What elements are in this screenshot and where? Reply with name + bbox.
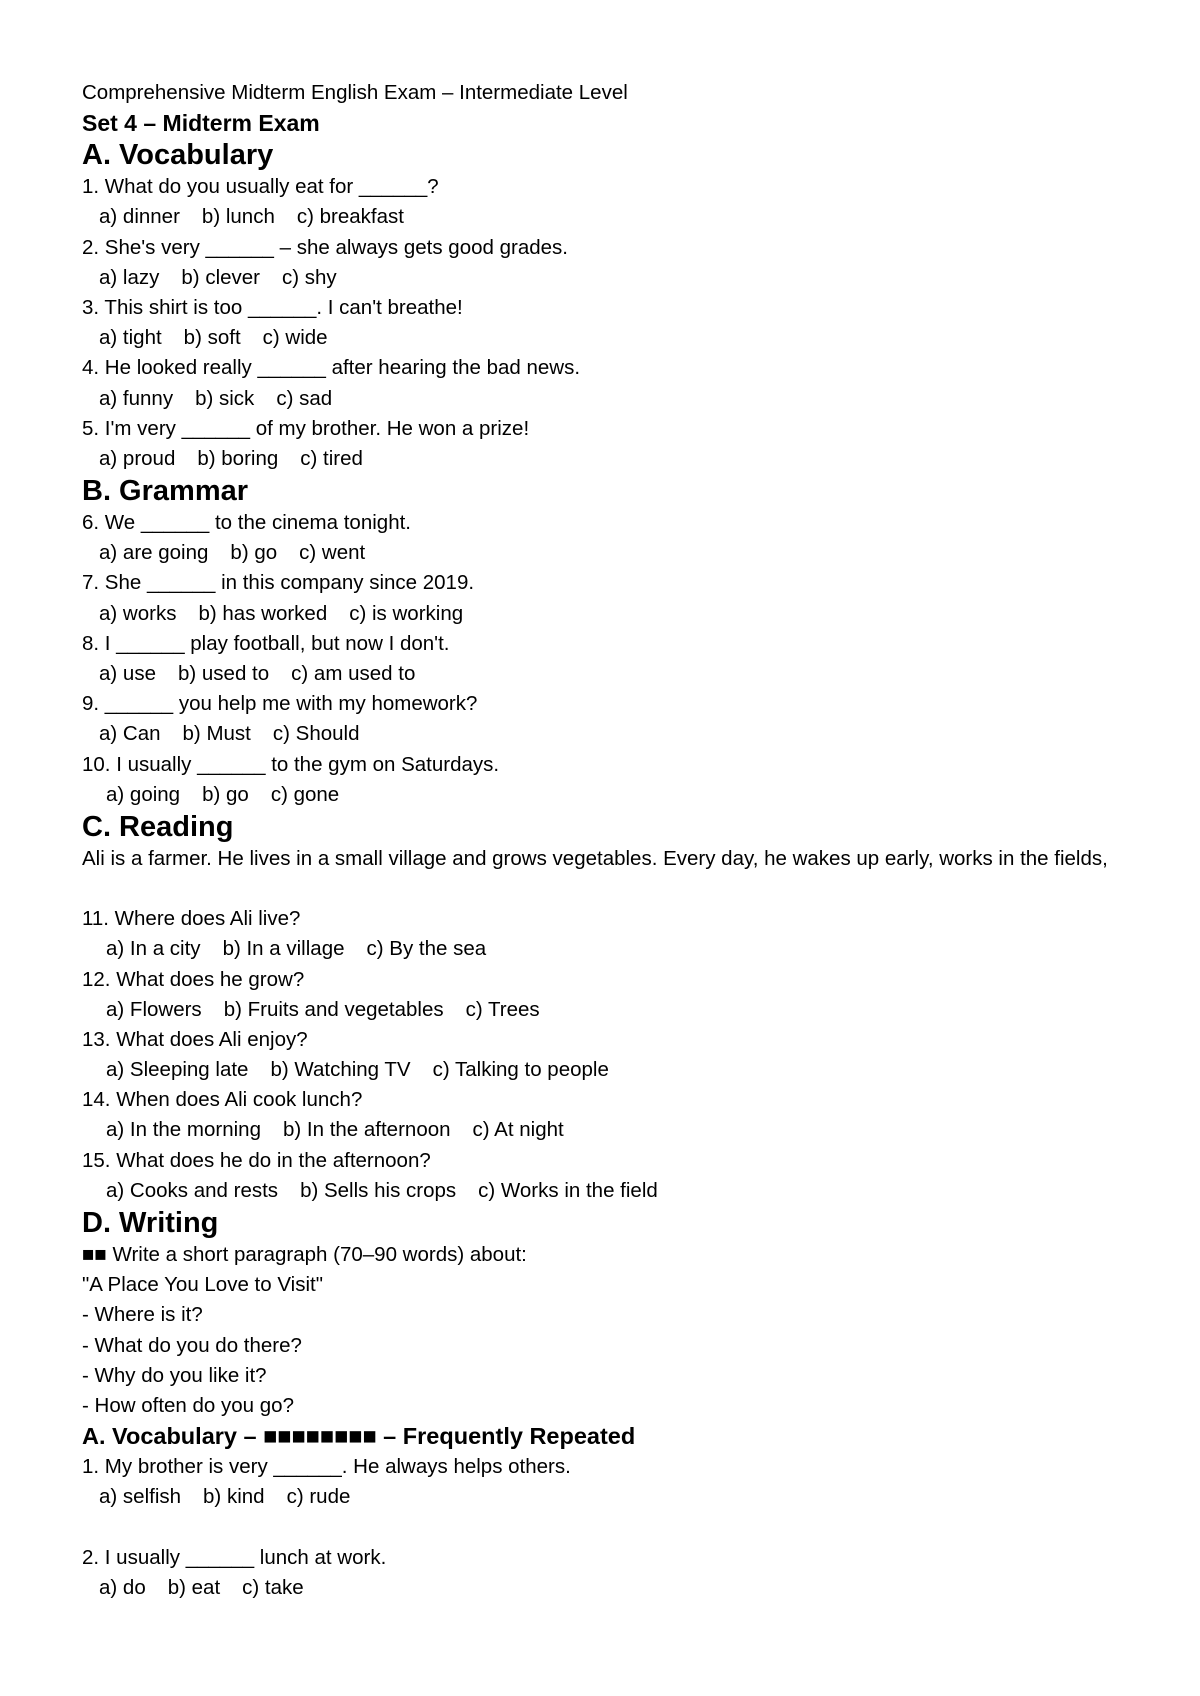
option-c: c) tired [300, 446, 363, 470]
options-12 [82, 995, 1200, 1025]
option-c: c) am used to [291, 662, 416, 685]
option-b: b) has worked [198, 601, 328, 625]
question-11: 11. Where does Ali live? [82, 907, 301, 931]
options-3 [82, 323, 1200, 353]
option-a: a) selfish [99, 1485, 182, 1509]
options-15 [82, 1176, 1200, 1206]
writing-bullet: - Where is it? [82, 1303, 203, 1327]
option-a: a) funny [99, 386, 174, 410]
options-2 [82, 263, 1200, 293]
option-c: c) Trees [465, 997, 540, 1021]
option-b: b) soft [183, 326, 241, 350]
options-14 [82, 1115, 1200, 1145]
writing-topic: "A Place You Love to Visit" [82, 1273, 323, 1297]
option-b: b) kind [203, 1485, 265, 1509]
question-2: 2. She's very ______ – she always gets good grades. [82, 235, 568, 259]
options-4 [82, 384, 1200, 414]
set-title: Set 4 – Midterm Exam [82, 110, 320, 137]
option-a: a) are going [99, 541, 209, 565]
writing-bullet: - What do you do there? [82, 1333, 302, 1357]
spacer [82, 1513, 1200, 1543]
question-3: 3. This shirt is too ______. I can't breathe! [82, 295, 463, 319]
question-6: 6. We ______ to the cinema tonight. [82, 511, 411, 535]
option-b: b) Fruits and vegetables [223, 997, 444, 1021]
question-1: 1. What do you usually eat for ______? [82, 175, 439, 199]
option-c: c) At night [472, 1118, 564, 1142]
option-c: c) Works in the field [478, 1178, 658, 1202]
option-c: c) is working [349, 601, 464, 625]
option-a: a) use [99, 662, 156, 685]
option-c: c) take [242, 1575, 304, 1599]
option-b: b) sick [195, 386, 255, 410]
option-a: a) In the morning [106, 1118, 261, 1142]
option-a: a) Cooks and rests [106, 1178, 279, 1202]
section-heading-grammar: B. Grammar [82, 475, 249, 508]
option-c: c) sad [276, 386, 333, 410]
writing-bullet: - Why do you like it? [82, 1363, 267, 1387]
question-5: 5. I'm very ______ of my brother. He won a prize! [82, 416, 530, 440]
options-8 [82, 659, 1200, 689]
question-10: 10. I usually ______ to the gym on Saturdays. [82, 752, 500, 776]
option-b: b) eat [167, 1575, 221, 1599]
options-6 [82, 538, 1200, 568]
option-b: b) boring [197, 446, 279, 470]
repeated-question-2: 2. I usually ______ lunch at work. [82, 1545, 387, 1569]
options-1 [82, 202, 1200, 232]
question-14: 14. When does Ali cook lunch? [82, 1088, 363, 1112]
options-9 [82, 719, 1200, 749]
option-a: a) dinner [99, 205, 180, 229]
option-a: a) lazy [99, 265, 160, 289]
question-8: 8. I ______ play football, but now I don't. [82, 631, 450, 655]
document-title: Comprehensive Midterm English Exam – Intermediate Level [82, 81, 628, 104]
question-4: 4. He looked really ______ after hearing the bad news. [82, 356, 581, 380]
option-b: b) Must [182, 722, 251, 746]
repeated-options-2 [82, 1573, 1200, 1603]
section-heading-vocabulary: A. Vocabulary [82, 139, 274, 172]
option-b: b) In a village [222, 937, 345, 961]
question-15: 15. What does he do in the afternoon? [82, 1148, 431, 1172]
options-10 [82, 780, 1200, 810]
option-b: b) go [202, 782, 249, 806]
repeated-options-1 [82, 1482, 1200, 1512]
option-b: b) go [230, 541, 278, 565]
option-b: b) In the afternoon [282, 1118, 451, 1142]
option-c: c) shy [282, 265, 337, 289]
option-a: a) do [99, 1575, 146, 1599]
option-b: b) lunch [201, 205, 275, 229]
option-c: c) Talking to people [432, 1058, 609, 1082]
repeated-question-1: 1. My brother is very ______. He always helps others. [82, 1455, 571, 1479]
spacer [82, 874, 1200, 904]
option-a: a) works [99, 601, 177, 625]
question-7: 7. She ______ in this company since 2019. [82, 571, 475, 595]
option-b: b) clever [181, 265, 260, 289]
option-c: c) breakfast [296, 205, 404, 229]
option-a: a) Sleeping late [106, 1058, 249, 1082]
option-a: a) proud [99, 446, 176, 470]
options-11 [82, 934, 1200, 964]
option-c: c) By the sea [366, 937, 487, 961]
options-13 [82, 1055, 1200, 1085]
question-9: 9. ______ you help me with my homework? [82, 692, 478, 716]
option-c: c) went [299, 541, 366, 565]
option-a: a) going [106, 782, 181, 806]
section-heading-reading: C. Reading [82, 810, 234, 843]
option-c: c) Should [272, 722, 360, 746]
reading-passage: Ali is a farmer. He lives in a small village and grows vegetables. Every day, he wakes up early, works in the fields, [82, 846, 1108, 870]
options-7 [82, 599, 1200, 629]
option-a: a) Flowers [106, 997, 202, 1021]
option-b: b) Sells his crops [300, 1178, 457, 1202]
section-heading-writing: D. Writing [82, 1207, 219, 1239]
option-a: a) tight [99, 326, 162, 350]
question-13: 13. What does Ali enjoy? [82, 1027, 308, 1051]
writing-prompt: ■■ Write a short paragraph (70–90 words) about: [82, 1243, 527, 1266]
exam-page [82, 78, 1200, 1603]
option-c: c) gone [270, 782, 340, 806]
option-b: b) Watching TV [270, 1058, 411, 1082]
option-a: a) In a city [106, 937, 201, 961]
option-c: c) wide [262, 326, 328, 350]
question-12: 12. What does he grow? [82, 967, 305, 991]
options-5 [82, 444, 1200, 474]
option-c: c) rude [286, 1485, 351, 1509]
option-b: b) used to [177, 662, 270, 685]
section-heading-frequently-repeated: A. Vocabulary – ■■■■■■■■ – Frequently Repeated [82, 1423, 636, 1450]
writing-bullet: - How often do you go? [82, 1393, 294, 1417]
option-a: a) Can [99, 722, 161, 746]
